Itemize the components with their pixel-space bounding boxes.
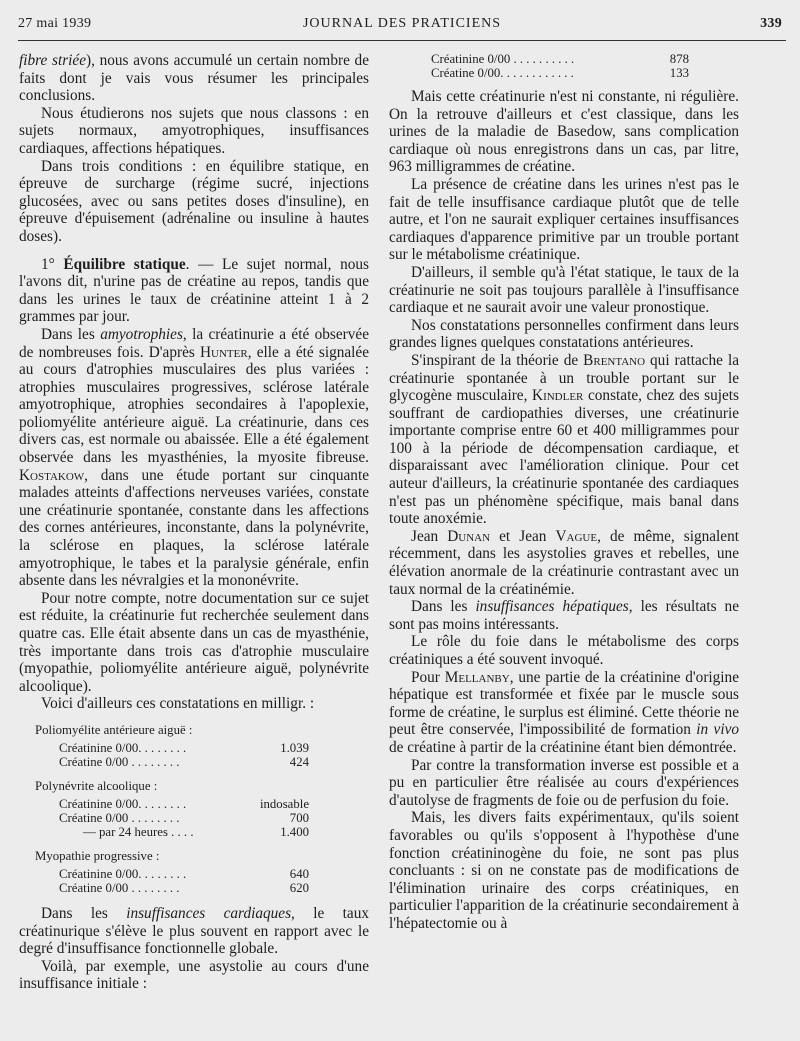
row-label: Créatine 0/00. . . . . . . . . . . . xyxy=(431,66,574,80)
text: Jean xyxy=(411,527,448,545)
page-number: 339 xyxy=(760,16,782,31)
row-label: Créatinine 0/00. . . . . . . . xyxy=(59,796,187,811)
paragraph: Dans trois conditions : en équilibre statique, en épreuve de surcharge (régime sucré, injections glucosées, avec ou sans petites doses d'insuline), en épreuve d'épuisement (adrénaline ou insuline à hautes doses). xyxy=(19,157,369,245)
row-value: 620 xyxy=(289,880,309,895)
author-name: Dunan xyxy=(447,527,491,545)
text: ), nous avons accumulé un certain nombre de faits dont je vais vous résumer les principales conclusions. xyxy=(19,52,369,105)
row-value: indosable xyxy=(259,796,309,811)
paragraph: Le rôle du foie dans le métabolisme des corps créatiniques a été souvent invoqué. xyxy=(389,633,739,668)
row-value: 700 xyxy=(289,810,309,825)
author-name: Vague xyxy=(555,527,598,545)
table-row xyxy=(59,881,309,895)
table-row xyxy=(59,867,309,881)
paragraph: Voici d'ailleurs ces constatations en milligr. : xyxy=(41,695,315,713)
text: , de même, signalent récemment, dans les asystolies graves et rebelles, une élévation anormale de la créatinurie contrastant avec un taux normal de la créatinémie. xyxy=(389,527,739,598)
table-row xyxy=(59,741,309,755)
text: , le taux créatinurique s'élève le plus souvent en rapport avec le degré d'insuffisance fonctionnelle globale. xyxy=(19,904,369,958)
paragraph: Mais cette créatinurie n'est ni constante, ni régulière. On la retrouve d'ailleurs et c'est classique, dans les urines de la maladie de Basedow, sans complication cardiaque où nous enregistrons dans un cas, par litre, 963 milligrammes de créatine. xyxy=(389,88,739,176)
paragraph xyxy=(389,669,739,757)
author-name: Hunter xyxy=(200,343,248,361)
text: qui rattache la créatinurie spontanée à un trouble portant sur le glycogène musculaire, xyxy=(389,351,739,405)
paragraph: Par contre la transformation inverse est possible et a pu en particulier être réalisée au cours d'expériences d'autolyse de fragments de foie ou de perfusion du foie. xyxy=(389,756,739,809)
text: Dans les xyxy=(41,325,101,343)
page-header xyxy=(18,14,786,36)
row-label: — par 24 heures . . . . xyxy=(83,824,194,839)
text: et Jean xyxy=(490,527,556,545)
row-label: Créatinine 0/00. . . . . . . . xyxy=(59,740,187,755)
paragraph xyxy=(389,598,739,633)
text: , la créatinurie a été observée de nombreuses fois. D'après xyxy=(19,325,369,361)
row-label: Créatinine 0/00 . . . . . . . . . . xyxy=(431,52,575,66)
journal-title: JOURNAL DES PRATICIENS xyxy=(302,16,502,31)
paragraph xyxy=(19,326,369,590)
section-heading: Équilibre statique xyxy=(63,255,186,273)
italic-text: fibre striée xyxy=(19,52,86,69)
italic-text: amyotrophies xyxy=(100,325,183,343)
table-group-title: Poliomyélite antérieure aiguë : xyxy=(35,722,193,737)
text: Dans les xyxy=(411,598,476,616)
table-row xyxy=(59,825,309,839)
paragraph: D'ailleurs, il semble qu'à l'état statique, le taux de la créatinurie ne soit pas toujours parallèle à l'insuffisance cardiaque et ne saurait avoir une valeur pronostique. xyxy=(389,263,739,317)
paragraph xyxy=(389,352,739,528)
row-label: Créatine 0/00 . . . . . . . . xyxy=(59,754,180,769)
row-value: 1.039 xyxy=(280,740,309,755)
table-row xyxy=(431,52,689,66)
paragraph xyxy=(19,52,369,105)
text: , les résultats ne sont pas moins intéressants. xyxy=(389,598,739,633)
row-value: 878 xyxy=(669,52,689,66)
paragraph: Nous étudierons nos sujets que nous classons : en sujets normaux, amyotrophiques, insuffisances cardiaques, affections hépatiques. xyxy=(19,104,369,157)
data-table xyxy=(389,52,739,88)
text: , une partie de la créatinine d'origine hépatique est transformée et fixée par le muscle sous forme de créatine, le surplus est éliminé. Cette théorie ne peut être conservée, l'impossibilité de formation xyxy=(389,668,739,739)
table-row xyxy=(59,797,309,811)
row-value: 640 xyxy=(289,866,309,881)
row-value: 133 xyxy=(669,66,689,80)
italic-text: in vivo xyxy=(696,721,740,739)
text: de créatine à partir de la créatinine étant bien démontrée. xyxy=(389,738,737,756)
section-heading-paragraph xyxy=(19,256,369,326)
author-name: Kostakow xyxy=(19,466,85,484)
paragraph: Nos constatations personnelles confirment dans leurs grandes lignes quelques constatations antérieures. xyxy=(389,316,739,352)
table-row xyxy=(59,755,309,769)
row-label: Créatine 0/00 . . . . . . . . xyxy=(59,810,180,825)
data-table xyxy=(19,713,369,905)
paragraph: Voilà, par exemple, une asystolie au cours d'une insuffisance initiale : xyxy=(19,957,369,993)
paragraph: Pour notre compte, notre documentation sur ce sujet est réduite, la créatinurie fut recherchée seulement dans quatre cas. Elle était absente dans un cas de myasthénie, très importante dans trois cas d'atrophie musculaire (myopathie, poliomyélite antérieure aiguë, polynévrite alcoolique). xyxy=(19,589,369,695)
issue-date: 27 mai 1939 xyxy=(18,16,92,31)
text: , dans une étude portant sur cinquante malades atteints d'affections nerveuses variées, constate une créatinurie spontanée, constante dans les affections des cornes antérieures, inconstante, dans la polynévrite, la sclérose en plaques, la sclérose latérale amyotrophique, le tabes et la paralysie générale, enfin absente dans les névralgies et la mononévrite. xyxy=(19,466,369,590)
table-group-title: Myopathie progressive : xyxy=(35,848,160,863)
paragraph xyxy=(19,905,369,958)
right-column xyxy=(389,52,739,933)
text: constate, chez des sujets souffrant de cardiopathies diverses, une créatinurie importante comprise entre 60 et 400 milligrammes pour 100 à la période de décompensation cardiaque, et disparaissant avec l'amélioration clinique. Pour cet auteur d'ailleurs, la créatinurie spontanée des cardiaques n'est pas un phénomène spécifique, mais banal dans toute anoxémie. xyxy=(389,387,739,528)
author-name: Brentano xyxy=(583,351,646,369)
italic-text: insuffisances hépatiques xyxy=(475,598,629,616)
table-group-title: Polynévrite alcoolique : xyxy=(35,778,158,793)
italic-text: insuffisances cardiaques xyxy=(126,904,292,922)
text: Dans les xyxy=(41,904,127,922)
paragraph: Mais, les divers faits expérimentaux, qu'ils soient favorables ou qu'ils s'opposent à l'hypothèse d'une fonction créatininogène du foie, ne sont pas plus concluants : si on ne constate pas de modifications de l'élimination urinaire des corps créatiniques, en particulier l'apparition de la créatinurie secondairement à l'hépatectomie ou à xyxy=(389,809,739,932)
row-label: Créatinine 0/00. . . . . . . . xyxy=(59,866,187,881)
row-value: 1.400 xyxy=(280,824,309,839)
paragraph: La présence de créatine dans les urines n'est pas le fait de telle insuffisance cardiaque plutôt que de telle autre, et l'on ne saurait expliquer certaines insuffisances cardiaques d'apparence primitive par un trouble portant sur le métabolisme créatinique. xyxy=(389,175,739,264)
text: S'inspirant de la théorie de xyxy=(411,351,584,369)
left-column xyxy=(19,52,369,993)
text: . — Le sujet normal, nous l'avons dit, n'urine pas de créatine au repos, tandis que dans les urines le taux de créatinine atteint 1 à 2 grammes par jour. xyxy=(19,255,369,326)
section-number: 1° xyxy=(41,255,64,273)
row-value: 424 xyxy=(289,754,309,769)
text: Pour xyxy=(411,668,445,686)
row-label: Créatine 0/00 . . . . . . . . xyxy=(59,880,180,895)
author-name: Mellanby xyxy=(444,668,510,686)
author-name: Kindler xyxy=(532,387,584,405)
text: , elle a été signalée au cours d'atrophies musculaires des plus variées : atrophies musculaires progressives, sclérose latérale amyotrophique, atrophies secondaires à l'apoplexie, poliomyélite antérieure aiguë. La créatinurie, dans ces divers cas, est normale ou abaissée. Elle a été également observée dans les myasthénies, la myosite fibreuse. xyxy=(19,343,369,467)
table-row xyxy=(59,811,309,825)
paragraph xyxy=(389,528,739,598)
table-row xyxy=(431,66,689,80)
header-rule xyxy=(18,40,786,41)
